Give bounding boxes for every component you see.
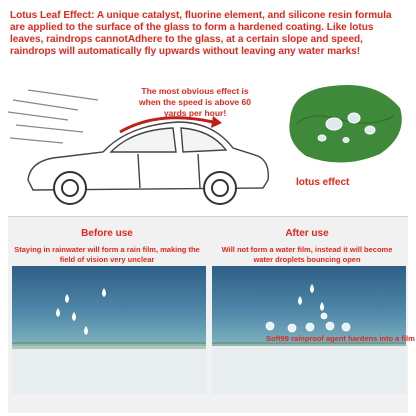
before-title: Before use <box>81 228 133 239</box>
lotus-effect-label: lotus effect <box>296 177 350 188</box>
after-title: After use <box>285 228 329 239</box>
lotus-leaf-image <box>282 80 408 166</box>
after-glass-image <box>212 266 406 394</box>
speed-callout: The most obvious effect is when the speed is above 60 yards per hour! <box>139 86 251 118</box>
after-description: Will not form a water film, instead it will become water droplets bouncing open <box>221 245 393 264</box>
before-glass-image <box>12 266 206 394</box>
film-label: Soft99 rainproof agent hardens into a film <box>266 334 415 343</box>
before-description: Staying in rainwater will form a rain film, making the field of vision very unclear <box>14 245 200 264</box>
intro-text: Lotus Leaf Effect: A unique catalyst, fluorine element, and silicone resin formula are applied to the surface of the glass to form a hardened coating. Like lotus leaves, raindrops cannotAdhere to the glass, at a certain slope and speed, raindrops will automatically fly upwards without leaving any water marks! <box>10 10 392 57</box>
